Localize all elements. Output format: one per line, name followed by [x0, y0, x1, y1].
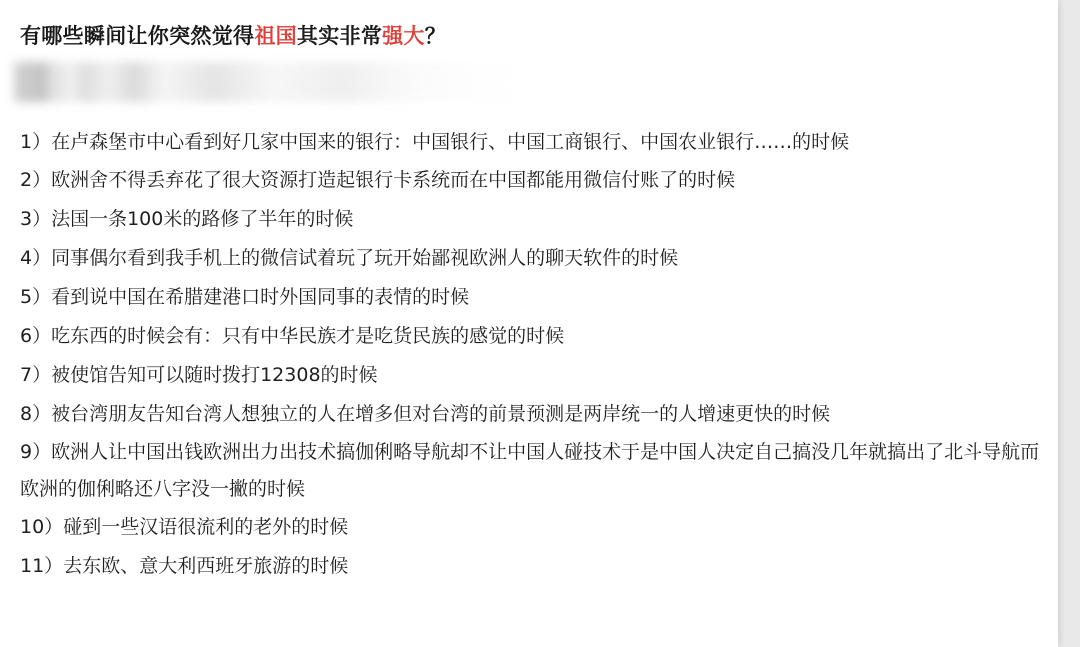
list-item	[20, 278, 1050, 317]
title-part: 有哪些瞬间让你突然觉得	[20, 24, 255, 48]
title-part: 其实非常	[296, 24, 383, 48]
question-title	[20, 22, 446, 50]
list-item	[20, 200, 1050, 239]
item-text: 被使馆告知可以随时拨打12308的时候	[51, 364, 378, 386]
item-number: 1）	[20, 131, 52, 153]
item-number: 6）	[20, 325, 52, 347]
list-item	[20, 508, 1050, 547]
item-text: 欧洲舍不得丢弃花了很大资源打造起银行卡系统而在中国都能用微信付账了的时候	[51, 169, 736, 191]
item-text: 同事偶尔看到我手机上的微信试着玩了玩开始鄙视欧洲人的聊天软件的时候	[51, 247, 679, 269]
title-part: ？	[424, 24, 447, 48]
item-number: 11）	[20, 555, 64, 577]
item-number: 10）	[20, 516, 64, 538]
item-number: 7）	[20, 364, 52, 386]
item-text: 去东欧、意大利西班牙旅游的时候	[63, 555, 349, 577]
list-item	[20, 547, 1050, 586]
item-text: 在卢森堡市中心看到好几家中国来的银行：中国银行、中国工商银行、中国农业银行……的时候	[51, 131, 850, 153]
list-item	[20, 124, 1050, 161]
item-text: 吃东西的时候会有：只有中华民族才是吃货民族的感觉的时候	[51, 325, 565, 347]
list-item	[20, 395, 1050, 434]
item-number: 8）	[20, 403, 52, 425]
title-highlight: 祖国	[254, 24, 297, 48]
item-text: 法国一条100米的路修了半年的时候	[51, 208, 354, 230]
item-text: 被台湾朋友告知台湾人想独立的人在增多但对台湾的前景预测是两岸统一的人增速更快的时候	[51, 403, 831, 425]
list-item	[20, 239, 1050, 278]
title-highlight: 强大	[382, 24, 425, 48]
answer-list	[20, 124, 1050, 586]
item-text: 欧洲人让中国出钱欧洲出力出技术搞伽俐略导航却不让中国人碰技术于是中国人决定自己搞没几年就搞出了北斗导航而欧洲的伽俐略还八字没一撇的时候	[20, 441, 1040, 500]
list-item	[20, 434, 1050, 508]
list-item	[20, 356, 1050, 395]
item-text: 看到说中国在希腊建港口时外国同事的表情的时候	[51, 286, 470, 308]
item-number: 2）	[20, 169, 52, 191]
item-number: 9）	[20, 441, 52, 463]
item-number: 3）	[20, 208, 52, 230]
item-number: 4）	[20, 247, 52, 269]
list-item	[20, 161, 1050, 200]
blurred-author-info	[14, 62, 554, 102]
list-item	[20, 317, 1050, 356]
item-number: 5）	[20, 286, 52, 308]
item-text: 碰到一些汉语很流利的老外的时候	[63, 516, 349, 538]
